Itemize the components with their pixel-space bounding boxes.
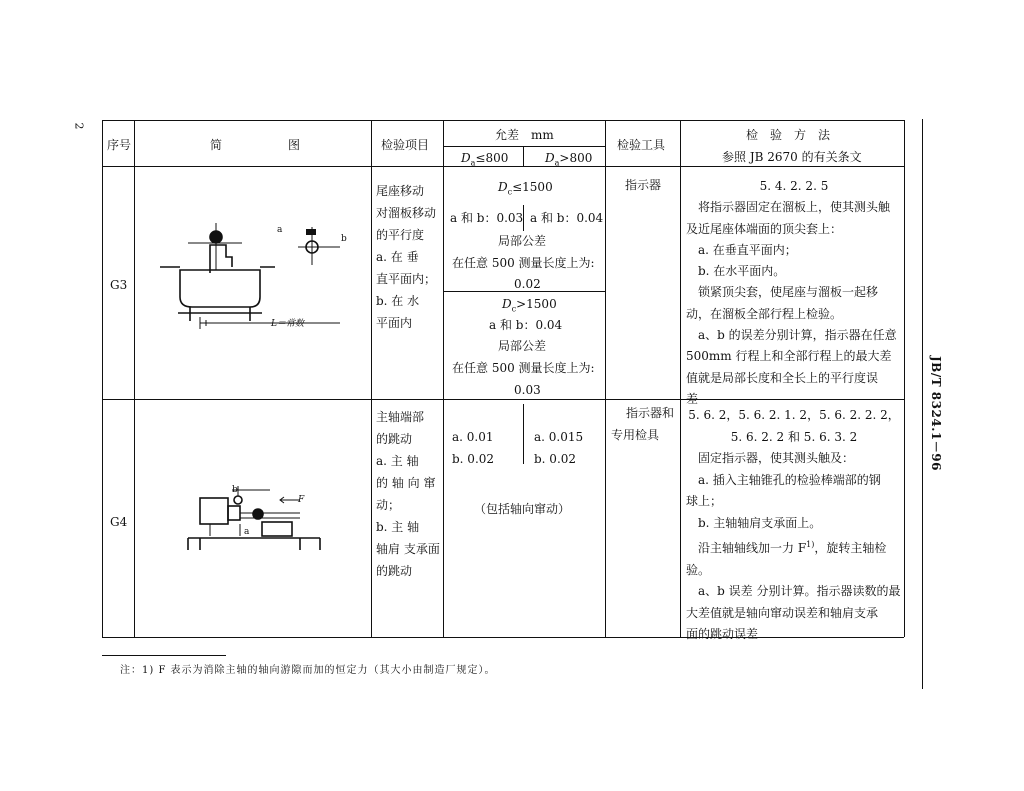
g4-method-line bbox=[686, 534, 902, 560]
g3-item-line: 的平行度 bbox=[376, 228, 425, 242]
g4-tool-line-2: 专用检具 bbox=[611, 428, 660, 442]
g3-method-line: 锁紧顶尖套，使尾座与溜板一起移 bbox=[698, 285, 879, 300]
g3-tol-a-local-val: 0.02 bbox=[514, 277, 541, 291]
g4-item bbox=[376, 406, 440, 582]
g4-tol-col1-a: a. 0.01 bbox=[452, 430, 494, 444]
carriage-guide bbox=[178, 307, 262, 321]
tol-col1-symbol: D bbox=[461, 151, 471, 165]
header-seq: 序号 bbox=[107, 138, 132, 152]
g4-item-line: 的跳动 bbox=[376, 564, 413, 578]
g4-indicator-a bbox=[253, 509, 263, 519]
g4-tol-col2-a: a. 0.015 bbox=[534, 430, 584, 444]
g3-label-b: b bbox=[341, 234, 347, 244]
g3-tol-b-local-text: 在任意 500 测量长度上为: bbox=[452, 361, 595, 375]
g4-sketch bbox=[180, 478, 330, 553]
header-item: 检验项目 bbox=[381, 138, 430, 152]
g4-tol-col2-b: b. 0.02 bbox=[534, 452, 577, 466]
g4-item-line: a. 主 轴 bbox=[376, 454, 419, 468]
header-tol-col2 bbox=[545, 151, 592, 170]
right-margin-rule bbox=[922, 119, 923, 689]
footnote-rule bbox=[102, 655, 226, 656]
g4-label-F: F bbox=[298, 495, 305, 505]
tol-col1-sub: a bbox=[470, 158, 476, 168]
g3-tol-a-cond-value: ≤1500 bbox=[512, 180, 553, 194]
tailstock-body bbox=[180, 270, 260, 307]
g4-method-line: 大差值就是轴向窜动误差和轴肩支承 bbox=[686, 605, 879, 620]
standard-code: JB/T 8324.1－96 bbox=[929, 356, 943, 471]
g4-method-force-text: 沿主轴轴线加一力 F bbox=[698, 541, 807, 555]
g4-method-footnote-ref: 1) bbox=[806, 540, 815, 549]
g3-tol-a-cond bbox=[498, 180, 553, 199]
g3-tol-b-symbol: D bbox=[502, 297, 512, 311]
g3-method-line: 将指示器固定在溜板上，使其测头触 bbox=[698, 200, 891, 215]
spindle-nose bbox=[228, 506, 240, 520]
g3-tol-b-sub: c bbox=[511, 304, 517, 314]
g4-item-line: 的 轴 向 窜 bbox=[376, 476, 436, 490]
g3-method-line: 值就是局部长度和全长上的平行度误 bbox=[686, 370, 879, 385]
header-sketch: 简 图 bbox=[210, 138, 302, 152]
header-tool: 检验工具 bbox=[617, 138, 666, 152]
g3-tol-a-local: 局部公差 bbox=[498, 234, 547, 248]
row-id-g3: G3 bbox=[110, 278, 128, 292]
g3-tol-b-cond bbox=[502, 297, 557, 316]
header-tol-col1 bbox=[461, 151, 508, 170]
g4-method-line: b. 主轴轴肩支承面上。 bbox=[698, 515, 822, 530]
g4-method-line: 5. 6. 2，5. 6. 2. 1. 2，5. 6. 2. 2. 2， bbox=[688, 408, 900, 422]
g3-tol-a-local-text: 在任意 500 测量长度上为: bbox=[452, 256, 595, 270]
header-tolerance: 允差 mm bbox=[495, 128, 554, 142]
g4-item-line: 主轴端部 bbox=[376, 410, 425, 424]
g3-method-line: 及近尾座体端面的顶尖套上： bbox=[686, 221, 843, 236]
footnote: 注：1) F 表示为消除主轴的轴向游隙而加的恒定力（其大小由制造厂规定）。 bbox=[120, 665, 496, 676]
g4-tol-note: （包括轴向窜动） bbox=[474, 502, 571, 516]
g3-tol-b-local: 局部公差 bbox=[498, 339, 547, 353]
g3-label-L: L＝常数 bbox=[271, 319, 304, 329]
g4-item-line: 轴肩 支承面 bbox=[376, 542, 440, 556]
g4-tool-line-1: 指示器和 bbox=[626, 406, 675, 420]
g3-method-line: 动，在溜板全部行程上检验。 bbox=[686, 306, 843, 321]
g3-item-line: 直平面内； bbox=[376, 272, 437, 286]
force-arrow bbox=[280, 497, 300, 503]
g4-item-line: 的跳动 bbox=[376, 432, 413, 446]
g3-item-line: 平面内 bbox=[376, 316, 413, 330]
g3-item-line: 对溜板移动 bbox=[376, 206, 437, 220]
tol-col1-value: ≤800 bbox=[475, 151, 509, 165]
g4-method-line: 球上； bbox=[686, 494, 723, 508]
g3-tol-a-col1: a 和 b：0.03 bbox=[450, 211, 524, 225]
g4-indicator-b bbox=[234, 496, 242, 504]
g3-tol-a-sub: c bbox=[507, 187, 513, 197]
g4-item-line: 动； bbox=[376, 498, 401, 512]
g3-method-line: a. 在垂直平面内； bbox=[698, 242, 797, 257]
page-number: 2 bbox=[72, 122, 86, 130]
indicator-arm bbox=[210, 245, 232, 273]
g3-method-line: a、b 的误差分别计算，指示器在任意 bbox=[698, 328, 897, 343]
g4-method-force-text-end: ，旋转主轴检 bbox=[814, 541, 887, 555]
header-method-ref: 参照 JB 2670 的有关条文 bbox=[722, 150, 862, 164]
g4-method-line: 固定指示器，使其测头触及： bbox=[698, 451, 855, 465]
g3-item-line: 尾座移动 bbox=[376, 184, 425, 198]
g4-label-b: b bbox=[232, 485, 238, 495]
g3-item-line: b. 在 水 bbox=[376, 294, 420, 308]
g3-tol-b-local-val: 0.03 bbox=[514, 383, 541, 397]
g3-tool: 指示器 bbox=[625, 178, 662, 192]
g3-method bbox=[686, 176, 902, 410]
g4-item-line: b. 主 轴 bbox=[376, 520, 420, 534]
header-method: 检 验 方 法 bbox=[746, 128, 831, 142]
g3-tol-a-col2: a 和 b：0.04 bbox=[530, 211, 604, 225]
side-indicator-arm bbox=[298, 227, 340, 265]
g4-method-line: 面的跳动误差 bbox=[686, 627, 759, 641]
row-id-g4: G4 bbox=[110, 515, 128, 529]
g3-item bbox=[376, 180, 440, 334]
g4-method-line: 验。 bbox=[686, 562, 711, 577]
g3-method-line: b. 在水平面内。 bbox=[698, 264, 786, 279]
carriage bbox=[262, 522, 292, 536]
g3-tol-b-val: a 和 b：0.04 bbox=[489, 318, 563, 332]
g4-label-a: a bbox=[244, 527, 250, 537]
tol-col2-symbol: D bbox=[545, 151, 555, 165]
g4-method bbox=[686, 405, 902, 646]
g3-method-line: 差 bbox=[686, 391, 699, 406]
headstock bbox=[200, 498, 228, 524]
test-bar bbox=[240, 513, 300, 518]
g3-tol-a-symbol: D bbox=[498, 180, 508, 194]
g3-method-line: 500mm 行程上和全部行程上的最大差 bbox=[686, 349, 892, 364]
g4-method-line: 5. 6. 2. 2 和 5. 6. 3. 2 bbox=[730, 429, 858, 444]
g3-sketch bbox=[150, 215, 360, 335]
bed bbox=[188, 538, 320, 550]
g4-method-line: a. 插入主轴锥孔的检验棒端部的钢 bbox=[698, 472, 881, 487]
g3-tol-b-cond-value: >1500 bbox=[516, 297, 557, 311]
g3-method-line: 5. 4. 2. 2. 5 bbox=[759, 179, 829, 193]
g3-item-line: a. 在 垂 bbox=[376, 250, 419, 264]
g4-method-line: a、b 误差 分别计算。指示器读数的最 bbox=[698, 584, 901, 598]
tol-col2-value: >800 bbox=[559, 151, 593, 165]
tol-col2-sub: a bbox=[554, 158, 560, 168]
g3-label-a: a bbox=[277, 225, 283, 235]
g4-tol-col1-b: b. 0.02 bbox=[452, 452, 495, 466]
